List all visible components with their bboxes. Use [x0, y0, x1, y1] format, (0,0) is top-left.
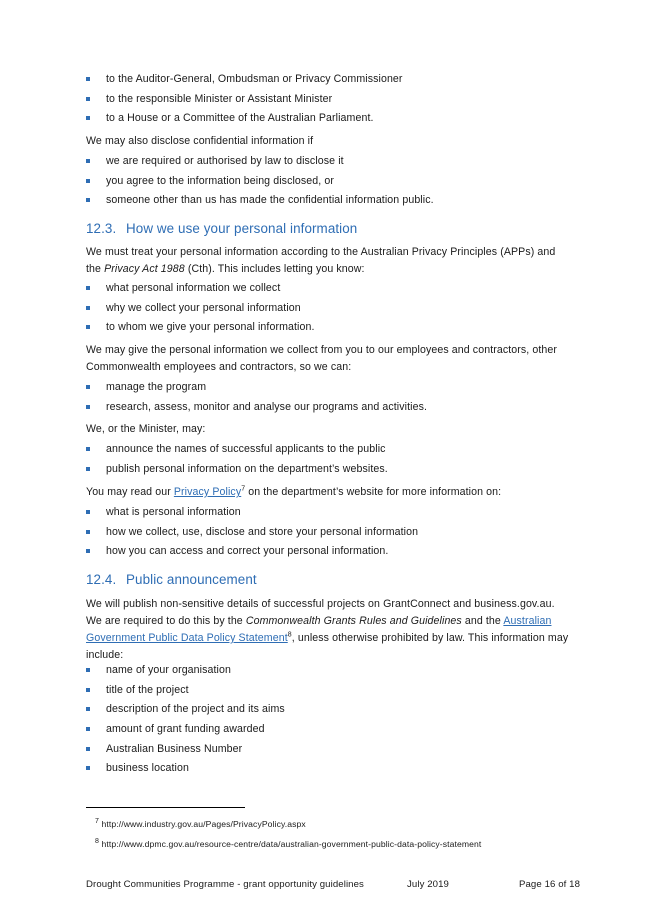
list-item: someone other than us has made the confidential information public.: [86, 192, 571, 212]
list-item: manage the program: [86, 379, 571, 399]
list-item: to the Auditor-General, Ombudsman or Privacy Commissioner: [86, 71, 571, 91]
footnote-ref: 7: [241, 485, 246, 493]
footnote-separator: [86, 807, 245, 808]
list-item: publish personal information on the department’s websites.: [86, 461, 571, 481]
public-data-policy-link[interactable]: Australian Government Public Data Policy Statement: [86, 615, 552, 644]
list-item: you agree to the information being disclosed, or: [86, 173, 571, 193]
footnote-ref: 8: [287, 631, 292, 639]
footnote-url[interactable]: http://www.dpmc.gov.au/resource-centre/data/australian-government-public-data-policy-statement: [101, 839, 482, 849]
section-number: 12.3.: [86, 221, 117, 236]
purpose-list: [86, 379, 571, 418]
privacy-topics-list: [86, 504, 571, 563]
paragraph: We, or the Minister, may:: [86, 423, 206, 435]
list-item: name of your organisation: [86, 662, 571, 682]
paragraph: We may give the personal information we collect from you to our employees and contractors, other Commonwealth employees and contractors, so we can:: [86, 344, 558, 373]
list-item: business location: [86, 760, 571, 780]
list-item: we are required or authorised by law to disclose it: [86, 153, 571, 173]
list-item: how you can access and correct your personal information.: [86, 543, 571, 563]
paragraph: You may read our Privacy Policy$^7$ on the department’s website for more information on:: [86, 485, 502, 498]
paragraph: We will publish non-sensitive details of successful projects on GrantConnect and business.gov.au. We are required to do this by the Commonwealth Grants Rules and Guidelines and the Australian Government Public Data Policy Statement$^8$, unless otherwise prohibited by law. This information may include:: [86, 598, 569, 661]
section-heading-12-4: [86, 571, 257, 589]
section-number: 12.4.: [86, 572, 117, 587]
list-item: what personal information we collect: [86, 280, 571, 300]
footer-date: July 2019: [407, 879, 449, 890]
section-title: Public announcement: [126, 572, 257, 587]
minister-list: [86, 441, 571, 480]
list-item: to the responsible Minister or Assistant Minister: [86, 91, 571, 111]
list-item: how we collect, use, disclose and store your personal information: [86, 524, 571, 544]
footer-page-number: Page 16 of 18: [519, 879, 581, 890]
list-item: why we collect your personal information: [86, 300, 571, 320]
list-item: what is personal information: [86, 504, 571, 524]
list-item: to whom we give your personal information.: [86, 319, 571, 339]
list-item: description of the project and its aims: [86, 701, 571, 721]
section-heading-12-3: [86, 220, 357, 238]
footnote-url[interactable]: http://www.industry.gov.au/Pages/PrivacyPolicy.aspx: [101, 819, 306, 829]
privacy-policy-link[interactable]: Privacy Policy: [173, 486, 242, 498]
paragraph: We must treat your personal information according to the Australian Privacy Principles (APPs) and the Privacy Act 1988 (Cth). This includes letting you know:: [86, 246, 556, 275]
disclose-if-list: [86, 153, 571, 212]
list-item: to a House or a Committee of the Australian Parliament.: [86, 110, 571, 130]
list-item: amount of grant funding awarded: [86, 721, 571, 741]
footnote: $^7$ http://www.industry.gov.au/Pages/PrivacyPolicy.aspx: [95, 818, 306, 829]
announcement-list: [86, 662, 571, 780]
personal-info-list: [86, 280, 571, 339]
list-item: Australian Business Number: [86, 741, 571, 761]
disclose-to-list: [86, 71, 571, 130]
list-item: title of the project: [86, 682, 571, 702]
footnote: $^8$ http://www.dpmc.gov.au/resource-centre/data/australian-government-public-data-policy-statement: [95, 838, 482, 849]
section-title: How we use your personal information: [126, 221, 358, 236]
list-item: announce the names of successful applicants to the public: [86, 441, 571, 461]
footer-doc-title: Drought Communities Programme - grant opportunity guidelines: [86, 879, 364, 890]
paragraph: We may also disclose confidential information if: [86, 135, 314, 147]
list-item: research, assess, monitor and analyse our programs and activities.: [86, 399, 571, 419]
